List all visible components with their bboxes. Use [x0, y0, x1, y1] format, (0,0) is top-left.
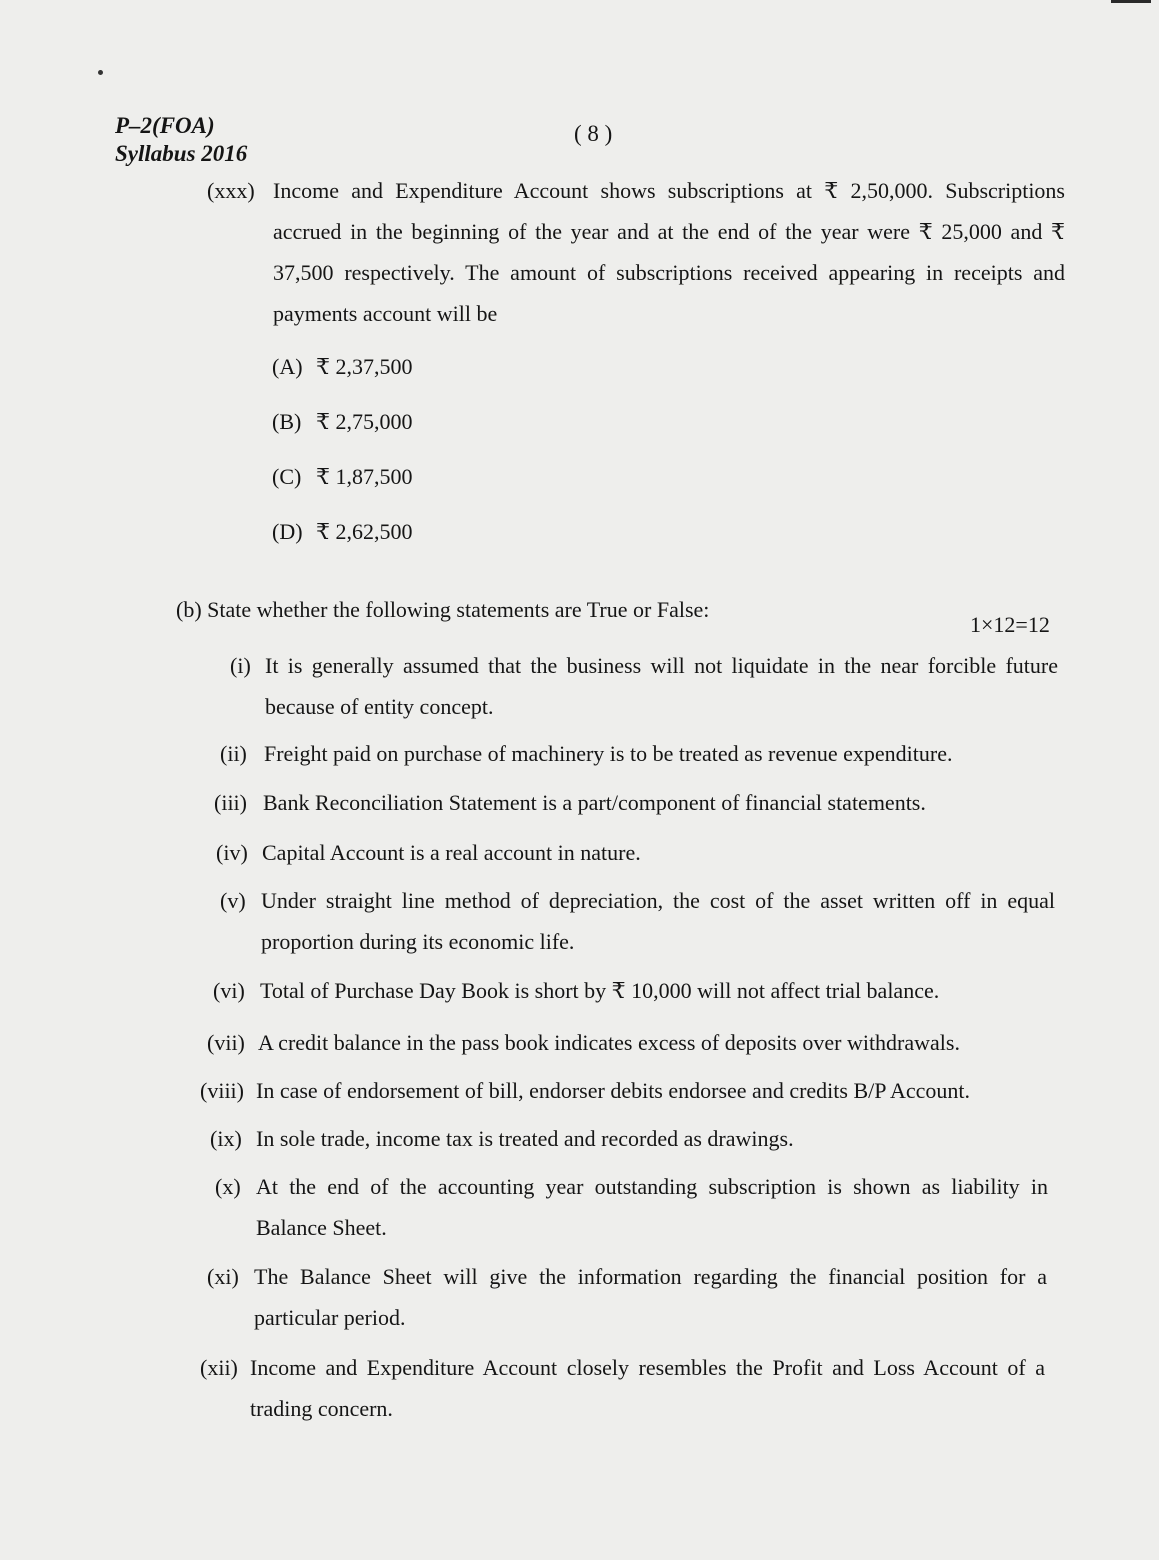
scan-speck	[98, 70, 103, 75]
statement-xii	[200, 1347, 1045, 1429]
statement-text: In case of endorsement of bill, endorser debits endorsee and credits B/P Account.	[256, 1078, 970, 1103]
option-text: ₹ 1,87,500	[316, 464, 413, 489]
option-d	[272, 519, 413, 545]
statement-number: (xi)	[207, 1264, 239, 1289]
section-label: (b)	[176, 597, 202, 622]
statement-ix	[210, 1118, 910, 1159]
paper-code: P–2(FOA)	[115, 113, 215, 138]
statement-text: In sole trade, income tax is treated and recorded as drawings.	[256, 1126, 794, 1151]
statement-text: Freight paid on purchase of machinery is to be treated as revenue expenditure.	[264, 741, 953, 766]
statement-number: (xii)	[200, 1355, 238, 1380]
statement-text: At the end of the accounting year outstanding subscription is shown as liability in Balance Sheet.	[256, 1174, 1048, 1240]
section-b-heading	[176, 597, 709, 623]
statement-number: (iii)	[214, 790, 247, 815]
section-marks: 1×12=12	[970, 612, 1050, 637]
statement-xi	[207, 1256, 1047, 1338]
statement-text: It is generally assumed that the business will not liquidate in the near forcible future because of entity concept.	[265, 653, 1058, 719]
option-b	[272, 409, 413, 435]
statement-number: (vi)	[213, 978, 245, 1003]
statement-i	[230, 645, 1058, 727]
option-label: (B)	[272, 409, 302, 434]
statement-iv	[216, 832, 916, 873]
option-text: ₹ 2,75,000	[316, 409, 413, 434]
scan-edge-mark	[1111, 0, 1151, 3]
statement-viii	[200, 1070, 1035, 1111]
statement-x	[215, 1166, 1048, 1248]
statement-iii	[214, 782, 1004, 823]
statement-text: Capital Account is a real account in nature.	[262, 840, 641, 865]
statement-text: Total of Purchase Day Book is short by ₹ 10,000 will not affect trial balance.	[260, 978, 940, 1003]
option-label: (D)	[272, 519, 303, 544]
option-text: ₹ 2,37,500	[316, 354, 413, 379]
option-text: ₹ 2,62,500	[316, 519, 413, 544]
statement-v	[220, 880, 1055, 962]
question-text: Income and Expenditure Account shows subscriptions at ₹ 2,50,000. Subscriptions accrued in the beginning of the year and at the end of the year were ₹ 25,000 and ₹ 37,500 respectively. The amount of subscriptions received appearing in receipts and payments account will be	[273, 178, 1065, 326]
option-label: (A)	[272, 354, 303, 379]
statement-number: (i)	[230, 653, 251, 678]
statement-ii	[220, 733, 1028, 774]
statement-number: (viii)	[200, 1078, 244, 1103]
statement-text: Under straight line method of depreciation, the cost of the asset written off in equal proportion during its economic life.	[261, 888, 1055, 954]
option-a	[272, 354, 413, 380]
section-instruction: State whether the following statements are True or False:	[207, 597, 710, 622]
statement-number: (v)	[220, 888, 246, 913]
statement-number: (x)	[215, 1174, 241, 1199]
option-c	[272, 464, 413, 490]
statement-number: (ix)	[210, 1126, 242, 1151]
statement-text: A credit balance in the pass book indicates excess of deposits over withdrawals.	[258, 1030, 960, 1055]
statement-text: The Balance Sheet will give the information regarding the financial position for a particular period.	[254, 1264, 1047, 1330]
option-label: (C)	[272, 464, 302, 489]
statement-number: (ii)	[220, 741, 247, 766]
statement-vii	[207, 1022, 1037, 1063]
statement-number: (iv)	[216, 840, 248, 865]
question-number: (xxx)	[207, 178, 255, 203]
statement-vi	[213, 970, 1013, 1011]
statement-text: Bank Reconciliation Statement is a part/component of financial statements.	[263, 790, 926, 815]
question-xxx	[207, 170, 1065, 334]
page-number: ( 8 )	[574, 121, 613, 146]
statement-number: (vii)	[207, 1030, 245, 1055]
syllabus-label: Syllabus 2016	[115, 141, 248, 166]
statement-text: Income and Expenditure Account closely resembles the Profit and Loss Account of a trading concern.	[250, 1355, 1045, 1421]
